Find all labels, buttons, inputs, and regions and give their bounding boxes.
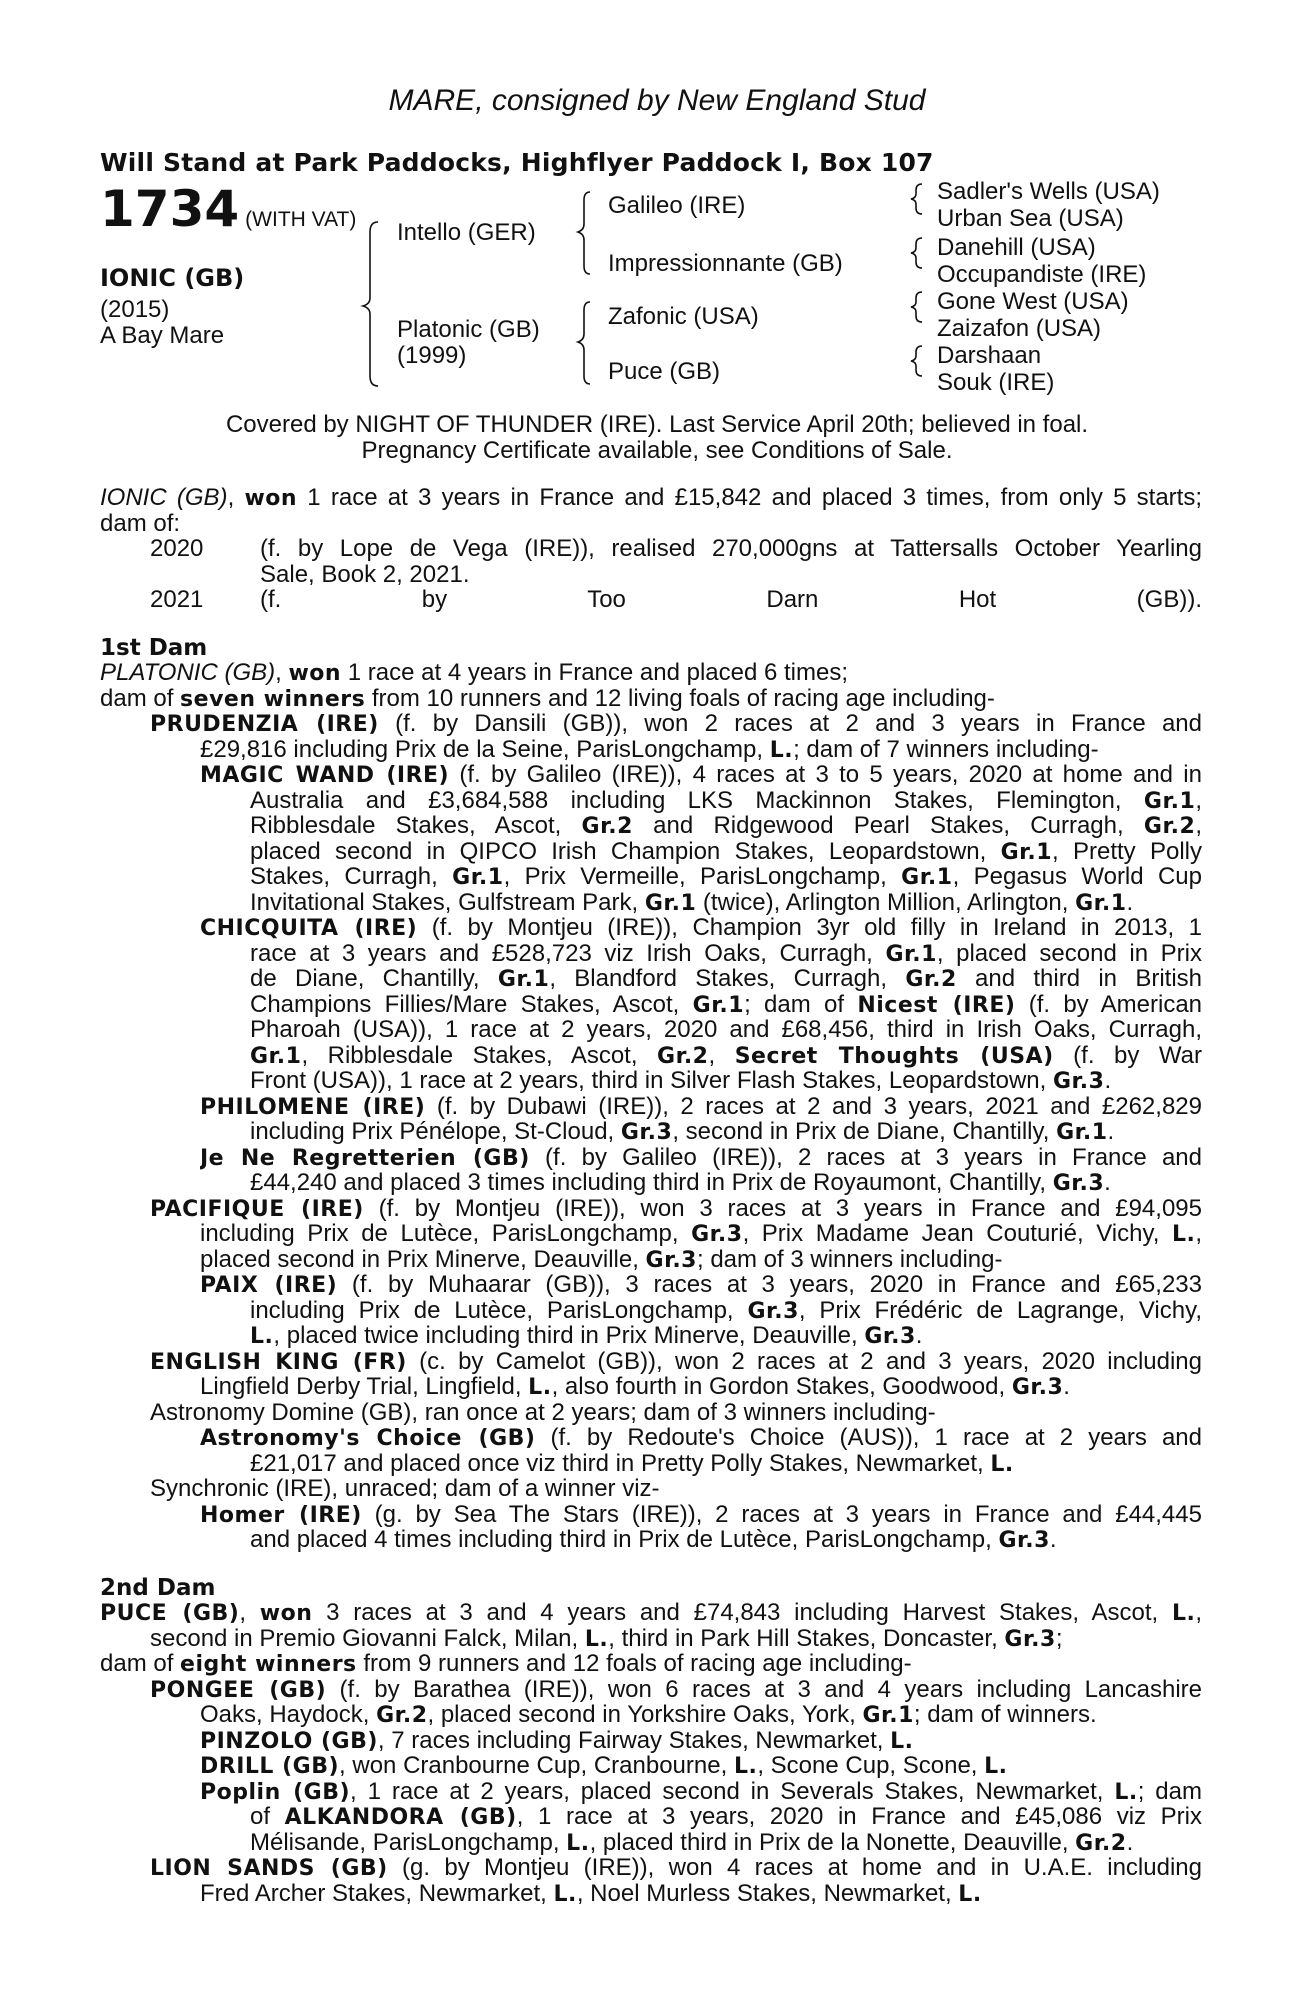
brace-gen2-sire [578, 192, 590, 274]
bold-text: eight winners [180, 1652, 357, 1677]
text-line [250, 839, 1202, 865]
text-run: (f. by Barathea (IRE)), won 6 races at 3 and 4 years including Lancashire [326, 1676, 1202, 1702]
text-line [100, 686, 1202, 712]
brace-gen2-dam [578, 302, 590, 384]
bold-text: L. [250, 1324, 274, 1349]
text-run: Astronomy Domine (GB), ran once at 2 years; dam of 3 winners including- [150, 1398, 936, 1426]
text-run: (f. by Lope de Vega (IRE)), realised 270,000gns at Tattersalls October Yearling [260, 536, 1202, 562]
text-line [200, 1221, 1202, 1247]
text-run: , placed twice including third in Prix Minerve, Deauville, [273, 1322, 865, 1349]
text-line [250, 1804, 1202, 1830]
pedigree-sire: Intello (GER) [397, 219, 536, 246]
bold-text: L. [566, 1830, 590, 1856]
covering-line-1: Covered by NIGHT OF THUNDER (IRE). Last Service April 20th; believed in foal. [225, 411, 1089, 438]
text-run: ; dam of 3 winners including- [696, 1245, 1003, 1273]
pedigree-dam-year: (1999) [397, 342, 467, 369]
bold-text: Gr.1 [885, 941, 937, 966]
text-run: Front (USA)), 1 race at 2 years, third in Silver Flash Stakes, Leopardstown, [250, 1067, 1053, 1094]
text-line [100, 635, 1202, 661]
brace-gen3-c [911, 292, 922, 322]
horse-description: A Bay Mare [100, 322, 225, 349]
bold-text: won [288, 661, 342, 686]
text-line [150, 1855, 1202, 1881]
bold-text: L. [1114, 1779, 1138, 1804]
stand-location: Will Stand at Park Paddocks, Highflyer Paddock I, Box 107 [100, 148, 934, 177]
text-run: (f. by Montjeu (IRE)), Champion 3yr old filly in Ireland in 2013, 1 [417, 915, 1202, 941]
text-run: ; [1055, 1624, 1063, 1652]
text-line [200, 737, 1202, 763]
brace-gen1 [363, 222, 378, 386]
bold-text: Gr.1 [1056, 1120, 1108, 1145]
pedigree-gen3-3: Danehill (USA) [937, 234, 1096, 261]
text-line [250, 1323, 1202, 1349]
text-run: , 7 races including Fairway Stakes, Newmarket, [377, 1726, 891, 1754]
pedigree-gen3-4: Occupandiste (IRE) [937, 261, 1147, 288]
text-run: (f. by Montjeu (IRE)), won 3 races at 3 years in France and £94,095 [363, 1195, 1202, 1221]
bold-text: MAGIC WAND (IRE) [200, 763, 450, 788]
text-run: ; dam of 7 winners including- [793, 735, 1099, 763]
text-line [250, 1527, 1202, 1553]
text-line [150, 1400, 1202, 1426]
produce-year: 2021 [150, 586, 204, 613]
text-run: Sale, Book 2, 2021. [260, 560, 470, 588]
text-line [150, 1476, 1202, 1502]
text-run: (f. by War [1053, 1042, 1202, 1068]
text-line [250, 966, 1202, 992]
produce-text [260, 587, 1202, 613]
text-run: , Prix Vermeille, ParisLongchamp, [503, 864, 902, 890]
text-line [250, 1068, 1202, 1094]
text-line [200, 1374, 1202, 1400]
pedigree-gen3-7: Darshaan [937, 342, 1042, 369]
bold-text: Gr.1 [1075, 890, 1127, 916]
bold-text: Gr.1 [452, 865, 504, 890]
italic-name: PLATONIC (GB) [100, 659, 276, 686]
bold-text: Gr.3 [864, 1324, 916, 1349]
bold-text: Poplin (GB) [200, 1779, 351, 1804]
text-line [200, 1728, 1202, 1754]
text-line [100, 587, 1202, 613]
text-line [150, 1677, 1202, 1703]
text-line [100, 1651, 1202, 1677]
text-run: , second in Prix de Diane, Chantilly, [672, 1118, 1057, 1145]
text-run: , 1 race at 2 years, placed second in Severals Stakes, Newmarket, [350, 1778, 1115, 1804]
text-run: 1 race at 3 years in France and £15,842 and placed 3 times, from only 5 starts; [297, 485, 1202, 511]
bold-text: PRUDENZIA (IRE) [150, 712, 379, 737]
text-run: , Noel Murless Stakes, Newmarket, [576, 1879, 959, 1907]
brace-gen3-a [911, 184, 922, 214]
text-line [200, 1425, 1202, 1451]
bold-text: Gr.1 [901, 865, 953, 890]
bold-text: PHILOMENE (IRE) [200, 1094, 426, 1119]
text-line [250, 1017, 1202, 1043]
pedigree-dam: Platonic (GB) [397, 316, 540, 343]
text-run: , [1195, 813, 1202, 839]
text-run: , placed second in Yorkshire Oaks, York, [427, 1701, 863, 1728]
text-line [200, 1247, 1202, 1273]
text-run: £29,816 including Prix de la Seine, ParisLongchamp, [200, 735, 770, 763]
bold-text: Gr.3 [1052, 1171, 1105, 1196]
text-run: (f. by American [1015, 991, 1202, 1017]
text-run: and third in British [956, 966, 1202, 992]
bold-text: Gr.1 [1000, 839, 1053, 864]
section-heading: 1st Dam [100, 634, 208, 661]
pedigree-sire-sire: Galileo (IRE) [608, 192, 746, 219]
text-run: (f. by Redoute's Choice (AUS)), 1 race at 2 years and [535, 1425, 1202, 1451]
bold-text: Gr.1 [644, 890, 697, 916]
text-run: (f. by Galileo (IRE)), 2 races at 3 years in France and [529, 1144, 1202, 1170]
text-run: ; dam [1137, 1778, 1202, 1804]
text-run: race at 3 years and £528,723 viz Irish Oaks, Curragh, [250, 940, 886, 966]
bold-text: LION SANDS (GB) [150, 1856, 388, 1881]
text-line [150, 1626, 1202, 1652]
text-line [250, 1119, 1202, 1145]
pedigree-gen3-5: Gone West (USA) [937, 288, 1129, 315]
text-line [250, 788, 1202, 814]
bold-text: Nicest (IRE) [857, 992, 1016, 1017]
text-line [250, 813, 1202, 839]
section-gap [100, 613, 1202, 635]
text-run: (g. by Sea The Stars (IRE)), 2 races at 3 years in France and £44,445 [361, 1501, 1202, 1527]
text-run: 3 races at 3 and 4 years and £74,843 including Harvest Stakes, Ascot, [312, 1600, 1172, 1626]
bold-text: Secret Thoughts (USA) [734, 1043, 1054, 1068]
text-line [200, 762, 1202, 788]
bold-text: PAIX (IRE) [200, 1273, 338, 1298]
bold-text: seven winners [180, 686, 366, 712]
lot-number-value: 1734 [100, 180, 240, 238]
text-line [250, 941, 1202, 967]
text-run: and placed 4 times including third in Prix de Lutèce, ParisLongchamp, [250, 1526, 999, 1553]
pedigree-gen3-6: Zaizafon (USA) [937, 315, 1102, 342]
bold-text: L. [528, 1375, 552, 1400]
brace-gen3-d [911, 346, 922, 376]
text-line [100, 536, 1202, 562]
text-run: Stakes, Curragh, [250, 864, 453, 890]
text-line [100, 485, 1202, 511]
bold-text: PUCE (GB) [100, 1601, 240, 1626]
produce-record [100, 485, 1202, 1906]
text-run: , [1195, 1221, 1202, 1247]
text-run: from 9 runners and 12 foals of racing age including- [356, 1650, 912, 1677]
bold-text: Gr.3 [1053, 1069, 1105, 1094]
text-run: , Prix Madame Jean Couturié, Vichy, [742, 1221, 1172, 1247]
bold-text: Gr.2 [657, 1043, 709, 1068]
text-run: . [1126, 1828, 1134, 1856]
text-line [250, 1043, 1202, 1069]
text-run: , Ribblesdale Stakes, Ascot, [301, 1042, 658, 1068]
text-run: £44,240 and placed 3 times including third in Prix de Royaumont, Chantilly, [250, 1169, 1053, 1196]
text-run: (f. by Dansili (GB)), won 2 races at 2 and 3 years in France and [378, 711, 1202, 737]
text-run: Australia and £3,684,588 including LKS Mackinnon Stakes, Flemington, [250, 787, 1144, 813]
horse-year: (2015) [100, 296, 170, 323]
text-line [250, 1451, 1202, 1477]
bold-text: Gr.3 [691, 1222, 743, 1247]
text-line [250, 864, 1202, 890]
text-run: , placed third in Prix de la Nonette, Deauville, [589, 1828, 1076, 1856]
bold-text: L. [1171, 1601, 1196, 1626]
pedigree-dam-dam: Puce (GB) [608, 358, 721, 385]
text-line [200, 1702, 1202, 1728]
text-run: (g. by Montjeu (IRE)), won 4 races at home and in U.A.E. including [387, 1855, 1202, 1881]
text-run: . [1107, 1118, 1115, 1145]
text-run: , Pretty Polly [1052, 838, 1202, 864]
bold-text: Gr.2 [1075, 1830, 1127, 1856]
text-run: second in Premio Giovanni Falck, Milan, [150, 1624, 585, 1652]
text-run: , [239, 1600, 260, 1626]
bold-text: L. [1171, 1222, 1196, 1247]
bold-text: Gr.1 [497, 967, 550, 992]
brace-gen3-b [911, 238, 922, 268]
text-run: , Pegasus World Cup [952, 864, 1202, 890]
bold-text: won [259, 1601, 313, 1626]
text-run: (f. by Galileo (IRE)), 4 races at 3 to 5 years, 2020 at home and in [449, 762, 1202, 788]
bold-text: L. [553, 1881, 577, 1907]
text-line [100, 511, 1202, 537]
text-line [260, 562, 1202, 588]
pedigree-gen3-8: Souk (IRE) [937, 369, 1055, 396]
text-line [250, 992, 1202, 1018]
pedigree-dam-sire: Zafonic (USA) [608, 303, 759, 330]
text-line [200, 1272, 1202, 1298]
text-line [200, 1779, 1202, 1805]
text-run: , Blandford Stakes, Curragh, [549, 966, 906, 992]
text-run: from 10 runners and 12 living foals of racing age including- [365, 684, 995, 712]
bold-text: DRILL (GB) [200, 1754, 340, 1779]
text-line [200, 1753, 1202, 1779]
bold-text: won [244, 486, 298, 511]
bold-text: L. [769, 737, 794, 763]
bold-text: PONGEE (GB) [150, 1677, 327, 1702]
bold-text: Gr.1 [692, 992, 745, 1017]
text-run: Invitational Stakes, Gulfstream Park, [250, 888, 645, 916]
text-run: de Diane, Chantilly, [250, 966, 498, 992]
bold-text: L. [733, 1754, 758, 1779]
bold-text: Gr.2 [1143, 814, 1196, 839]
bold-text: ENGLISH KING (FR) [150, 1349, 407, 1374]
text-run: ; dam of [744, 991, 858, 1017]
bold-text: Gr.3 [998, 1528, 1050, 1553]
text-line [250, 1170, 1202, 1196]
text-run: . [1049, 1526, 1057, 1553]
text-line [100, 1575, 1202, 1601]
bold-text: Gr.1 [250, 1043, 302, 1068]
text-run: , [1195, 1600, 1202, 1626]
text-run: (twice), Arlington Million, Arlington, [696, 888, 1076, 916]
text-run: Mélisande, ParisLongchamp, [250, 1828, 567, 1856]
text-run: Pharoah (USA)), 1 race at 2 years, 2020 and £68,456, third in Irish Oaks, Curragh, [250, 1017, 1202, 1043]
bold-text: CHICQUITA (IRE) [200, 916, 418, 941]
text-run: (f. by Muhaarar (GB)), 3 races at 3 years, 2020 in France and £65,233 [337, 1272, 1202, 1298]
text-run: £21,017 and placed once viz third in Pretty Polly Stakes, Newmarket, [250, 1449, 991, 1477]
bold-text: ALKANDORA (GB) [284, 1805, 517, 1830]
bold-text: Gr.2 [905, 967, 957, 992]
text-line [100, 1600, 1202, 1626]
bold-text: Gr.2 [581, 814, 633, 839]
produce-year: 2020 [150, 535, 204, 562]
bold-text: Gr.3 [645, 1247, 697, 1273]
text-run: , 1 race at 3 years, 2020 in France and £45,086 viz Prix [516, 1804, 1202, 1830]
vat-note: (WITH VAT) [245, 208, 357, 231]
text-line [200, 1502, 1202, 1528]
bold-text: PINZOLO (GB) [200, 1728, 378, 1754]
text-run: . [1104, 1067, 1112, 1094]
text-run: Synchronic (IRE), unraced; dam of a winner viz- [150, 1475, 660, 1502]
bold-text: L. [984, 1754, 1008, 1779]
text-run: (c. by Camelot (GB)), won 2 races at 2 and 3 years, 2020 including [406, 1348, 1202, 1374]
bold-text: Gr.3 [1011, 1375, 1064, 1400]
text-run: , placed second in Prix [936, 940, 1202, 966]
text-run: and Ridgewood Pearl Stakes, Curragh, [632, 813, 1144, 839]
text-run: , won Cranbourne Cup, Cranbourne, [339, 1752, 734, 1779]
text-run: placed second in QIPCO Irish Champion Stakes, Leopardstown, [250, 838, 1001, 864]
text-line [150, 1196, 1202, 1222]
text-line [200, 1881, 1202, 1907]
bold-text: Je Ne Regretterien (GB) [200, 1145, 530, 1170]
bold-text: Homer (IRE) [200, 1502, 362, 1527]
text-run: , [1195, 787, 1202, 813]
bold-text: Gr.2 [376, 1703, 428, 1728]
text-run: dam of [100, 1650, 181, 1677]
text-run: , Scone Cup, Scone, [757, 1752, 985, 1779]
section-gap [100, 1553, 1202, 1575]
bold-text: Gr.1 [862, 1703, 914, 1728]
text-run: Oaks, Haydock, [200, 1701, 377, 1728]
bold-text: Gr.3 [620, 1120, 673, 1145]
text-run: Ribblesdale Stakes, Ascot, [250, 813, 582, 839]
bold-text: L. [958, 1881, 982, 1907]
pedigree-gen3-1: Sadler's Wells (USA) [937, 178, 1160, 205]
pedigree-gen3-2: Urban Sea (USA) [937, 205, 1124, 232]
text-run: (f. by Too Darn Hot (GB)). [260, 587, 1202, 613]
text-line [150, 1349, 1202, 1375]
page-title: MARE, consigned by New England Stud [388, 84, 926, 117]
text-run: , [227, 485, 245, 511]
text-run: , [275, 659, 289, 686]
text-line [100, 660, 1202, 686]
text-run: dam of: [100, 509, 181, 537]
text-run: , third in Park Hill Stakes, Doncaster, [608, 1624, 1005, 1652]
section-heading: 2nd Dam [100, 1574, 216, 1601]
text-run: Fred Archer Stakes, Newmarket, [200, 1879, 554, 1907]
covering-line-2: Pregnancy Certificate available, see Conditions of Sale. [361, 437, 953, 464]
pedigree-sire-dam: Impressionnante (GB) [608, 250, 843, 277]
text-run: including Prix Pénélope, St-Cloud, [250, 1118, 621, 1145]
horse-name: IONIC (GB) [100, 264, 245, 292]
produce-text [260, 536, 1202, 562]
bold-text: Gr.3 [747, 1298, 799, 1323]
text-run: of [250, 1804, 285, 1830]
bold-text: Gr.1 [1143, 788, 1196, 813]
text-run: , [708, 1042, 735, 1068]
text-line [150, 711, 1202, 737]
text-run: . [1126, 888, 1134, 916]
text-line [200, 1145, 1202, 1171]
text-run: including Prix de Lutèce, ParisLongchamp, [200, 1221, 692, 1247]
bold-text: PACIFIQUE (IRE) [150, 1196, 364, 1221]
text-run: . [915, 1322, 923, 1349]
italic-name: IONIC (GB) [100, 485, 228, 511]
text-run: placed second in Prix Minerve, Deauville, [200, 1245, 646, 1273]
text-run: , Prix Frédéric de Lagrange, Vichy, [798, 1297, 1202, 1323]
bold-text: Gr.3 [1004, 1626, 1056, 1652]
text-run: dam of [100, 684, 181, 712]
text-line [250, 1830, 1202, 1856]
text-line [200, 915, 1202, 941]
text-run: including Prix de Lutèce, ParisLongchamp, [250, 1297, 748, 1323]
text-run: 1 race at 4 years in France and placed 6 times; [341, 659, 849, 686]
text-line [250, 1298, 1202, 1324]
text-run: (f. by Dubawi (IRE)), 2 races at 2 and 3 years, 2021 and £262,829 [425, 1093, 1202, 1119]
bold-text: L. [990, 1451, 1014, 1477]
bold-text: L. [890, 1728, 914, 1754]
text-run: Champions Fillies/Mare Stakes, Ascot, [250, 991, 693, 1017]
bold-text: L. [584, 1626, 609, 1652]
text-run: ; dam of winners. [913, 1701, 1097, 1728]
text-line [200, 1094, 1202, 1120]
text-line [250, 890, 1202, 916]
text-run: . [1104, 1169, 1111, 1196]
text-run: Lingfield Derby Trial, Lingfield, [200, 1373, 529, 1400]
bold-text: Astronomy's Choice (GB) [200, 1426, 536, 1451]
text-run: , also fourth in Gordon Stakes, Goodwood, [551, 1373, 1012, 1400]
text-run: . [1063, 1373, 1070, 1400]
